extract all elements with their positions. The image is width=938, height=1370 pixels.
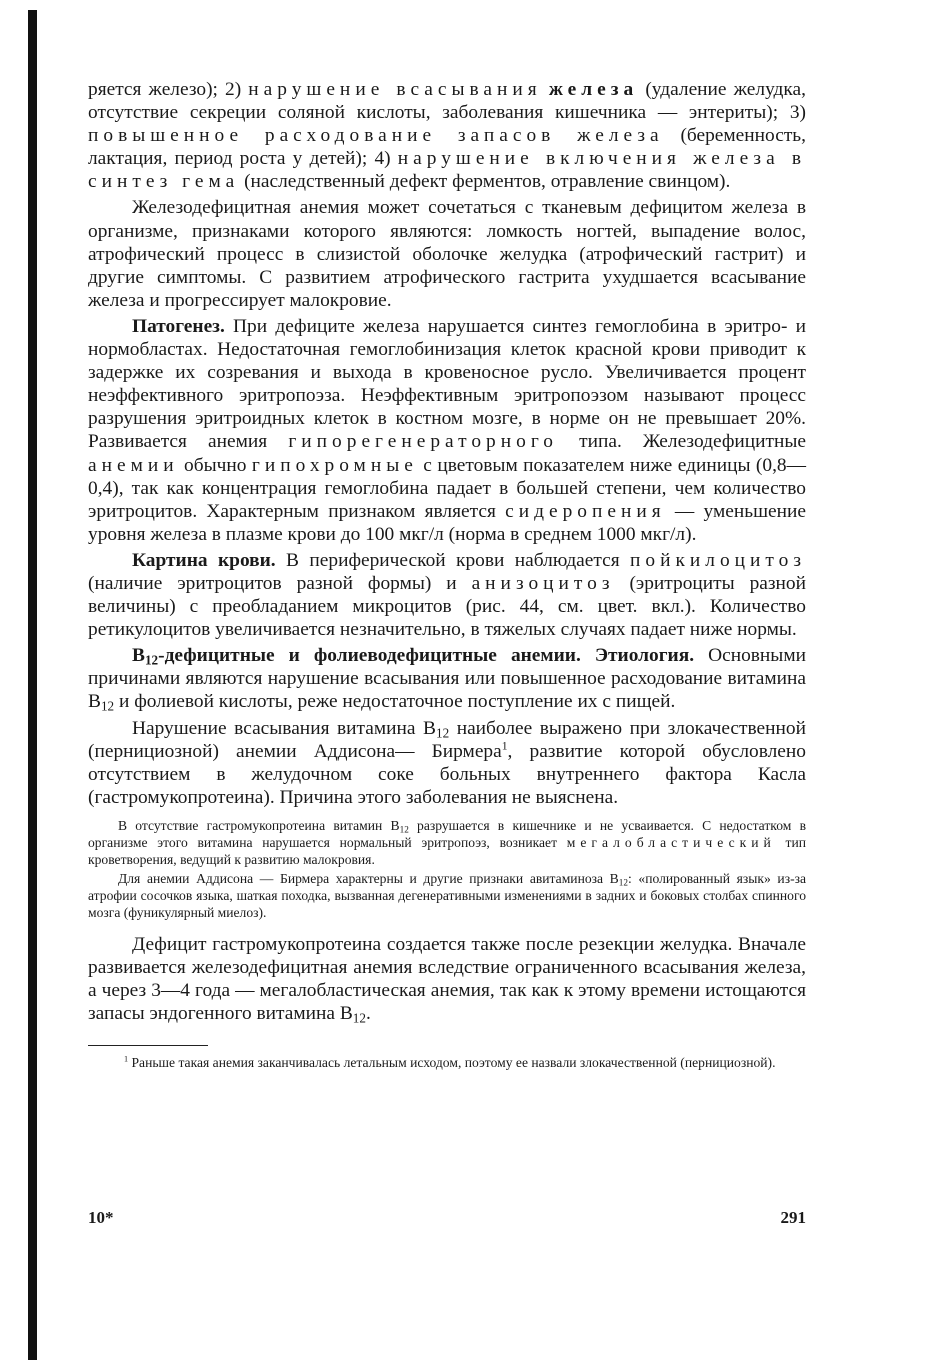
fine-print-paragraph bbox=[88, 870, 806, 921]
text-run: (наследственный дефект ферментов, отравление свинцом). bbox=[239, 171, 731, 193]
page-body bbox=[88, 78, 806, 1071]
signature-mark: 10* bbox=[88, 1208, 114, 1227]
paragraph-pathogenesis bbox=[88, 315, 806, 546]
footnote-text bbox=[88, 1054, 806, 1071]
paragraph-b12-etiology bbox=[88, 644, 806, 713]
section-heading-blood-picture: Картина крови. bbox=[132, 549, 276, 571]
spaced-term: анизоцитоз bbox=[471, 572, 615, 594]
subscript: 12 bbox=[399, 824, 409, 835]
text-run: Нарушение всасывания витамина B bbox=[132, 717, 436, 739]
text-run bbox=[542, 79, 549, 100]
spaced-term: нарушение всасывания bbox=[248, 79, 542, 100]
text-run: обычно bbox=[178, 454, 252, 476]
subscript: 12 bbox=[435, 724, 450, 740]
text-run: и фолиевой кислоты, реже недостаточное поступление их с пищей. bbox=[114, 691, 676, 713]
subscript: 12 bbox=[100, 698, 115, 714]
subscript: 12 bbox=[618, 877, 628, 888]
text-run: (удаление желудка, отсутствие секреции соляной кислоты, заболевания кишечника — энтериты); 3) bbox=[88, 79, 806, 124]
text-run: разрушается в кишечнике и не усваивается. С недостатком в организме этого витамина нарушается нормальный эритропоэз, возникает bbox=[88, 817, 806, 850]
text-run: При дефиците железа нарушается синтез гемоглобина в эритро- и нормобластах. Недостаточная гемоглобинизация клеток красной крови приводит к задержке их созревания и выхода в кровеносное русло. Увеличивается процент неэффективного эритропоэза. Неэффективным эритропоэзом называют процесс разрушения эритроидных клеток в костном мозге, в норме он не превышает 20%. Развивается анемия bbox=[88, 315, 806, 453]
text-run: Для анемии Аддисона — Бирмера характерны и другие признаки авитаминоза B bbox=[118, 870, 619, 886]
section-heading-pathogenesis: Патогенез. bbox=[132, 315, 225, 337]
text-run: — уменьшение уровня железа в плазме крови до 100 мкг/л (норма в среднем 1000 мкг/л). bbox=[88, 500, 806, 545]
page-footer bbox=[88, 1208, 806, 1228]
text-run: -дефицитные и фолиеводефицитные анемии. Этиология. bbox=[158, 645, 695, 667]
footnote-mark: 1 bbox=[124, 1054, 129, 1064]
spaced-term-bold: железа bbox=[548, 79, 639, 100]
text-run: : «полированный язык» из-за атрофии сосочков языка, шаткая походка, вызванная дегенеративными изменениями в задних и боковых столбах спинного мозга (фуникулярный миелоз). bbox=[88, 870, 806, 920]
spaced-term: гипохромные bbox=[251, 454, 418, 476]
text-run: типа. Железодефицитные bbox=[557, 431, 806, 453]
footnote-reference: 1 bbox=[501, 739, 508, 753]
scan-edge-bar bbox=[28, 10, 37, 1360]
main-text-continued bbox=[88, 933, 806, 1025]
text-run: В отсутствие гастромукопротеина витамин B bbox=[118, 817, 400, 833]
paragraph-pernicious bbox=[88, 717, 806, 809]
paragraph-resection bbox=[88, 933, 806, 1025]
text-run: (эритроциты разной величины) с преобладанием микроцитов (рис. 44, см. цвет. вкл.). Количество ретикулоцитов увеличивается незначительно, в тяжелых случаях падает ниже нормы. bbox=[88, 572, 806, 641]
text-run: . bbox=[365, 1003, 371, 1025]
text-run: , развитие которой обусловлено отсутствием в желудочном соке больных внутреннего фактора Касла (гастромукопротеина). Причина этого заболевания не выяснена. bbox=[88, 740, 806, 808]
text-run: (наличие эритроцитов разной формы) и bbox=[88, 572, 472, 594]
text-run: Дефицит гастромукопротеина создается также после резекции желудка. Вначале развивается железодефицитная анемия вследствие ограниченного всасывания железа, а через 3—4 года — мегалобластическая анемия, так как к этому времени истощаются запасы эндогенного витамина B bbox=[88, 933, 806, 1025]
text-run: В периферической крови наблюдается bbox=[275, 549, 631, 571]
text-run: Основными причинами являются нарушение всасывания или повышенное расходование витамина B bbox=[88, 645, 806, 713]
spaced-term: мегалобластический bbox=[566, 834, 776, 850]
text-run: тип кроветворения, ведущий к развитию малокровия. bbox=[88, 834, 806, 867]
text-run: ряется железо); 2) bbox=[88, 79, 249, 100]
text-run: наиболее выражено при злокачественной (пернициозной) анемии Аддисона— Бирмера bbox=[88, 717, 806, 762]
spaced-term: нарушение включения железа в синтез гема bbox=[88, 148, 806, 193]
text-run: с цветовым показателем ниже единицы (0,8—0,4), так как концентрация гемоглобина падает в большей степени, чем количество эритроцитов. Характерным признаком является bbox=[88, 454, 807, 522]
paragraph-causes bbox=[88, 78, 806, 193]
text-run: B bbox=[132, 645, 145, 667]
footnote bbox=[88, 1054, 806, 1071]
page-number: 291 bbox=[780, 1208, 806, 1227]
spaced-term: анемии bbox=[88, 454, 179, 476]
text-run: Раньше такая анемия заканчивалась летальным исходом, поэтому ее назвали злокачественной (пернициозной). bbox=[128, 1055, 776, 1071]
fine-print-block bbox=[88, 817, 806, 921]
subscript: 12 bbox=[352, 1010, 366, 1026]
main-text bbox=[88, 78, 806, 809]
fine-print-paragraph bbox=[88, 817, 806, 868]
footnote-rule bbox=[88, 1045, 208, 1046]
text-run: (беременность, лактация, период роста у детей); 4) bbox=[88, 125, 806, 170]
spaced-term: повышенное расходование запасов железа bbox=[88, 125, 664, 147]
subscript: 12 bbox=[144, 652, 159, 668]
section-heading-b12 bbox=[132, 645, 694, 666]
spaced-term: пойкилоцитоз bbox=[630, 549, 806, 571]
paragraph-tissue-deficit: Железодефицитная анемия может сочетаться с тканевым дефицитом железа в организме, признаками которого являются: ломкость ногтей, выпадение волос, атрофический процесс в слизистой оболочке желудка (атрофический гастрит) и другие симптомы. С развитием атрофического гастрита ухудшается всасывание железа и прогрессирует малокровие. bbox=[88, 197, 806, 311]
paragraph-blood-picture bbox=[88, 549, 806, 641]
spaced-term: гипорегенераторного bbox=[288, 431, 558, 453]
spaced-term: сидеропения bbox=[505, 500, 666, 522]
